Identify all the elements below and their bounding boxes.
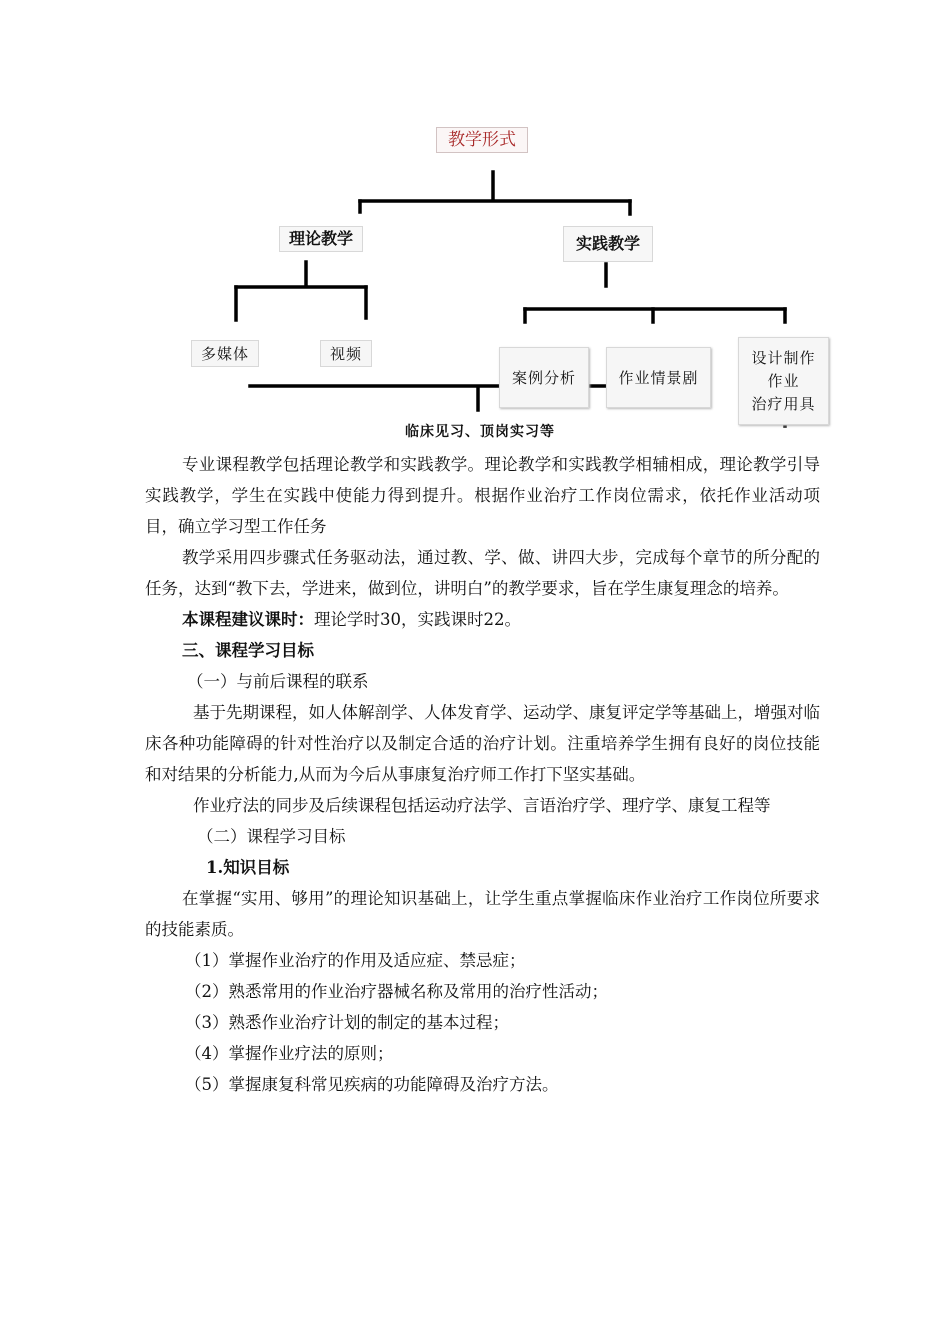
paragraph-knowledge-intro: 在掌握“实用、够用”的理论知识基础上，让学生重点掌握临床作业治疗工作岗位所要求的技能素质。 bbox=[145, 889, 820, 939]
node-teaching-form: 教学形式 bbox=[436, 127, 528, 153]
paragraph-prior-courses: 基于先期课程，如人体解剖学、人体发育学、运动学、康复评定学等基础上，增强对临床各种功能障碍的针对性治疗以及制定合适的治疗计划。注重培养学生拥有良好的岗位技能和对结果的分析能力,从而为今后从事康复治疗师工作打下坚实基础。 bbox=[145, 703, 820, 784]
node-practice-teaching: 实践教学 bbox=[563, 226, 653, 262]
node-occupation-drama: 作业情景剧 bbox=[606, 347, 711, 408]
paragraph-follow-courses: 作业疗法的同步及后续课程包括运动疗法学、言语治疗学、理疗学、康复工程等 bbox=[193, 796, 771, 815]
paragraph-task-driven: 教学采用四步骤式任务驱动法，通过教、学、做、讲四大步，完成每个章节的所分配的任务，达到“教下去，学进来，做到位，讲明白”的教学要求，旨在学生康复理念的培养。 bbox=[145, 548, 820, 598]
node-design-line-2: 作业 bbox=[767, 371, 800, 390]
list-item: （2）熟悉常用的作业治疗器械名称及常用的治疗性活动； bbox=[185, 982, 608, 1001]
teaching-form-diagram bbox=[0, 0, 950, 450]
paragraph-teaching-intro: 专业课程教学包括理论教学和实践教学。理论教学和实践教学相辅相成，理论教学引导实践教学，学生在实践中使能力得到提升。根据作业治疗工作岗位需求，依托作业活动项目，确立学习型工作任务 bbox=[145, 455, 820, 536]
body-text bbox=[145, 449, 820, 1100]
node-design-tools bbox=[738, 337, 829, 425]
node-video: 视频 bbox=[320, 340, 372, 367]
subheading-relations: （一）与前后课程的联系 bbox=[187, 672, 369, 691]
list-item: （5）掌握康复科常见疾病的功能障碍及治疗方法。 bbox=[185, 1075, 559, 1094]
node-clinical-practice: 临床见习、顶岗实习等 bbox=[405, 424, 555, 440]
section-heading-3: 三、课程学习目标 bbox=[182, 641, 314, 660]
node-multimedia: 多媒体 bbox=[191, 340, 259, 367]
node-case-analysis: 案例分析 bbox=[499, 347, 589, 408]
hours-value: 理论学时30，实践课时22。 bbox=[314, 610, 521, 629]
node-design-line-1: 设计制作 bbox=[751, 348, 816, 367]
node-theory-teaching: 理论教学 bbox=[279, 226, 363, 252]
list-item: （4）掌握作业疗法的原则； bbox=[185, 1044, 394, 1063]
node-design-line-3: 治疗用具 bbox=[751, 394, 816, 413]
hours-label: 本课程建议课时： bbox=[182, 610, 314, 629]
subheading-objectives: （二）课程学习目标 bbox=[197, 827, 346, 846]
list-item: （3）熟悉作业治疗计划的制定的基本过程； bbox=[185, 1013, 509, 1032]
heading-knowledge-goals: 1.知识目标 bbox=[206, 858, 290, 877]
paragraph-hours bbox=[145, 604, 820, 635]
list-item: （1）掌握作业治疗的作用及适应症、禁忌症； bbox=[185, 951, 526, 970]
